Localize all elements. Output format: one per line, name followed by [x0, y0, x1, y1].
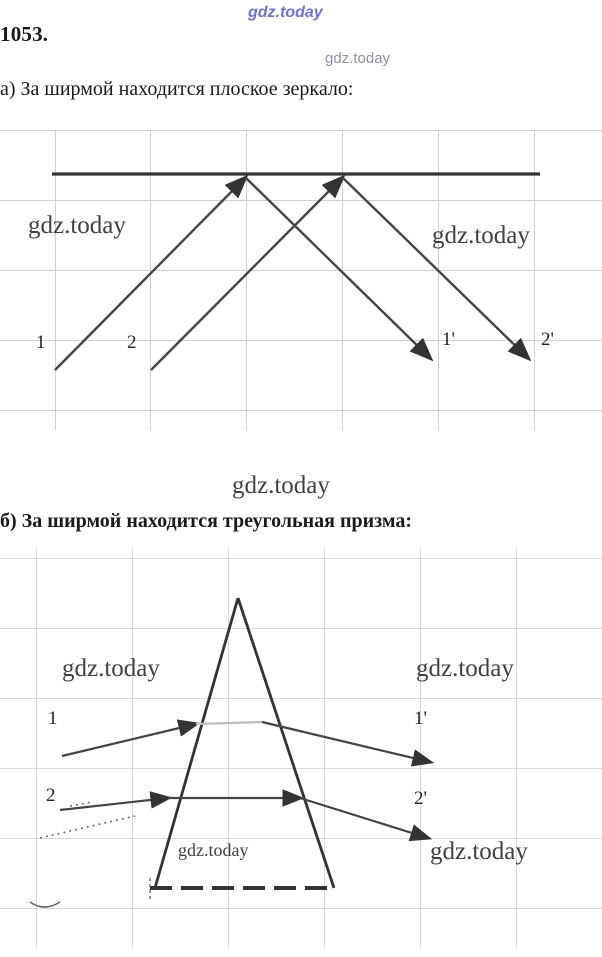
watermark-figure-a-right: gdz.today [432, 222, 530, 249]
ray-label-1: 1 [48, 708, 58, 729]
watermark-figure-b-right: gdz.today [416, 655, 514, 682]
ray-1-inside [196, 722, 262, 724]
ray-1-refracted [262, 722, 430, 762]
problem-part-b-text: б) За ширмой находится треугольная призма: [0, 510, 413, 532]
construction-arc [30, 902, 60, 907]
figure-plane-mirror [0, 130, 602, 430]
ray-2-incident [60, 798, 168, 810]
ray-1-reflected [246, 178, 430, 358]
watermark-figure-a-left: gdz.today [28, 212, 126, 239]
problem-part-a-text: а) За ширмой находится плоское зеркало: [0, 78, 354, 100]
ray-label-1-prime: 1' [414, 708, 427, 729]
watermark-top-small: gdz.today [325, 50, 391, 67]
ray-label-2-prime: 2' [541, 329, 554, 350]
prism-right-edge [238, 598, 334, 888]
ray-label-1: 1 [36, 332, 46, 353]
watermark-figure-b-bottom-right: gdz.today [430, 838, 528, 865]
watermark-between-figures: gdz.today [232, 472, 330, 499]
watermark-figure-b-left: gdz.today [62, 655, 160, 682]
figure-triangular-prism [0, 548, 602, 948]
ray-label-2-prime: 2' [414, 788, 427, 809]
watermark-top-blue: gdz.today [248, 4, 323, 21]
ray-label-1-prime: 1' [442, 329, 455, 350]
prism-left-edge [155, 598, 238, 888]
ray-1-incident [62, 724, 196, 756]
ray-label-2: 2 [46, 785, 56, 806]
ray-label-2: 2 [127, 332, 137, 353]
ray-2-reflected [343, 178, 528, 358]
problem-number: 1053. [0, 22, 49, 46]
ray-2-refracted [300, 798, 428, 838]
watermark-figure-b-center: gdz.today [178, 840, 249, 860]
grid-lines [0, 548, 602, 948]
